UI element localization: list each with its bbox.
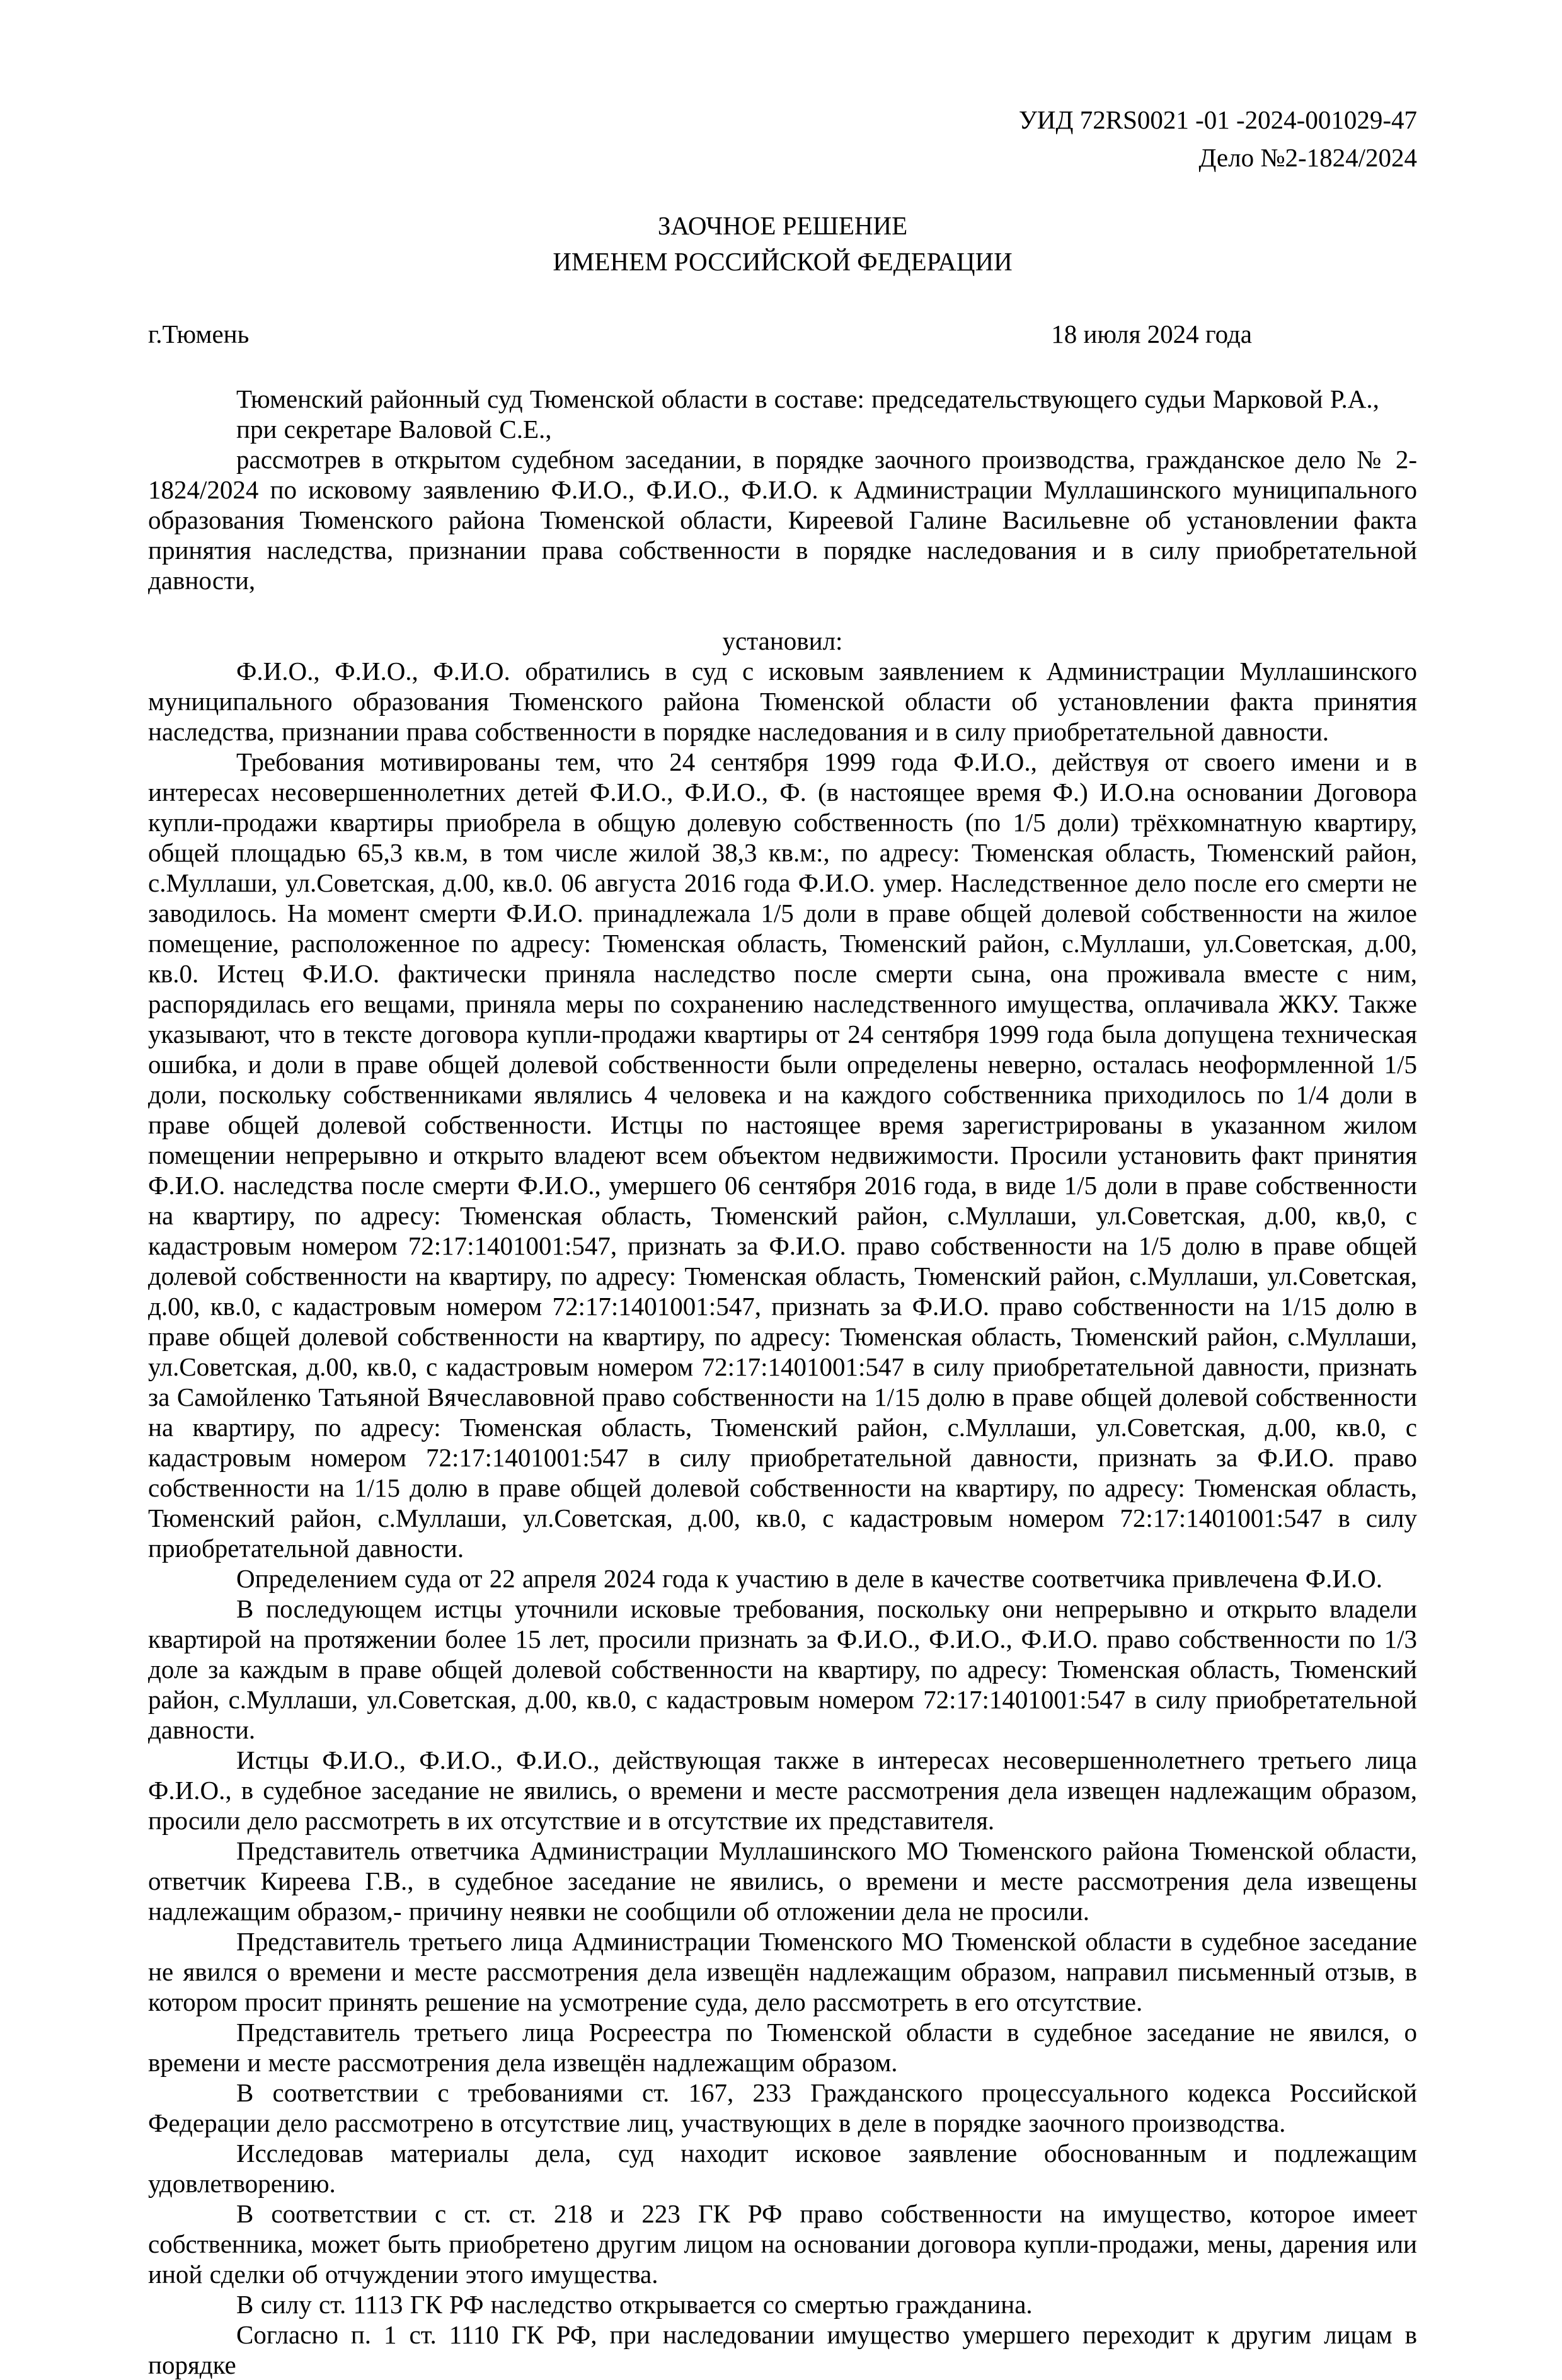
title-line-decision: ЗАОЧНОЕ РЕШЕНИЕ xyxy=(657,211,908,240)
dateline xyxy=(148,319,1417,349)
body-paragraph-articles-218-223: В соответствии с ст. ст. 218 и 223 ГК РФ право собственности на имущество, которое имеет собственника, может быть приобретено другим лицом на основании договора купли-продажи, мены, дарения или иной сделки об отчуждении этого имущества. xyxy=(148,2199,1417,2289)
body-paragraph-plaintiffs-absence: Истцы Ф.И.О., Ф.И.О., Ф.И.О., действующая также в интересах несовершеннолетнего третьего лица Ф.И.О., в судебное заседание не явились, о времени и месте рассмотрения дела извещен надлежащим образом, просили дело рассмотреть в их отсутствие и в отсутствие их представителя. xyxy=(148,1745,1417,1835)
preamble-secretary: при секретаре Валовой С.Е., xyxy=(236,415,552,444)
body-paragraph-article-1110: Согласно п. 1 ст. 1110 ГК РФ, при наследовании имущество умершего переходит к другим лицам в порядке xyxy=(148,2320,1417,2379)
case-number: Дело №2-1824/2024 xyxy=(1198,143,1417,172)
body-paragraph-third-party-administration: Представитель третьего лица Администрации Тюменского МО Тюменской области в судебное заседание не явился о времени и месте рассмотрения дела извещён надлежащим образом, направил письменный отзыв, в котором просит принять решение на усмотрение суда, дело рассмотреть в его отсутствие. xyxy=(148,1927,1417,2016)
established-label: установил: xyxy=(722,626,843,655)
body-paragraph-court-finding: Исследовав материалы дела, суд находит исковое заявление обоснованным и подлежащим удовлетворению. xyxy=(148,2139,1417,2198)
decision-date: 18 июля 2024 года xyxy=(1051,319,1252,348)
case-uid: УИД 72RS0021 -01 -2024-001029-47 xyxy=(1018,105,1417,134)
body-paragraph-defendant-absence: Представитель ответчика Администрации Муллашинского МО Тюменского района Тюменской области, ответчик Киреева Г.В., в судебное заседание не явились, о времени и месте рассмотрения дела извещены надлежащим образом,- причину неявки не сообщили об отложении дела не просили. xyxy=(148,1836,1417,1926)
body-paragraph-third-party-rosreestr: Представитель третьего лица Росреестра по Тюменской области в судебное заседание не явился, о времени и месте рассмотрения дела извещён надлежащим образом. xyxy=(148,2018,1417,2077)
body-paragraph-articles-167-233: В соответствии с требованиями ст. 167, 233 Гражданского процессуального кодекса Российской Федерации дело рассмотрено в отсутствие лиц, участвующих в деле в порядке заочного производства. xyxy=(148,2078,1417,2137)
preamble-court-composition: Тюменский районный суд Тюменской области в составе: председательствующего судьи Марковой Р.А., xyxy=(236,384,1379,413)
document-title xyxy=(148,208,1417,280)
body-paragraph-article-1113: В силу ст. 1113 ГК РФ наследство открывается со смертью гражданина. xyxy=(236,2290,1033,2319)
body-paragraph-claim-filed: Ф.И.О., Ф.И.О., Ф.И.О. обратились в суд с исковым заявлением к Администрации Муллашинского муниципального образования Тюменского района Тюменской области об установлении факта принятия наследства, признании права собственности в порядке наследования и в силу приобретательной давности. xyxy=(148,657,1417,746)
body-paragraph-claim-grounds: Требования мотивированы тем, что 24 сентября 1999 года Ф.И.О., действуя от своего имени и в интересах несовершеннолетних детей Ф.И.О., Ф.И.О., Ф. (в настоящее время Ф.) И.О.на основании Договора купли-продажи квартиры приобрела в общую долевую собственность (по 1/5 доли) трёхкомнатную квартиру, общей площадью 65,3 кв.м, в том числе жилой 38,3 кв.м:, по адресу: Тюменская область, Тюменский район, с.Муллаши, ул.Советская, д.00, кв.0. 06 августа 2016 года Ф.И.О. умер. Наследственное дело после его смерти не заводилось. На момент смерти Ф.И.О. принадлежала 1/5 доли в праве общей долевой собственности на жилое помещение, расположенное по адресу: Тюменская область, Тюменский район, с.Муллаши, ул.Советская, д.00, кв.0. Истец Ф.И.О. фактически приняла наследство после смерти сына, она проживала вместе с ним, распорядилась его вещами, приняла меры по сохранению наследственного имущества, оплачивала ЖКУ. Также указывают, что в тексте договора купли-продажи квартиры от 24 сентября 1999 года была допущена техническая ошибка, и доли в праве общей долевой собственности были определены неверно, осталась неоформленной 1/5 доли, поскольку собственниками являлись 4 человека и на каждого собственника приходилось по 1/4 доли в праве общей долевой собственности. Истцы по настоящее время зарегистрированы в указанном жилом помещении непрерывно и открыто владеют всем объектом недвижимости. Просили установить факт принятия Ф.И.О. наследства после смерти Ф.И.О., умершего 06 сентября 2016 года, в виде 1/5 доли в праве собственности на квартиру, по адресу: Тюменская область, Тюменский район, с.Муллаши, ул.Советская, д.00, кв,0, с кадастровым номером 72:17:1401001:547, признать за Ф.И.О. право собственности на 1/5 долю в праве общей долевой собственности на квартиру, по адресу: Тюменская область, Тюменский район, с.Муллаши, ул.Советская, д.00, кв.0, с кадастровым номером 72:17:1401001:547, признать за Ф.И.О. право собственности на 1/15 долю в праве общей долевой собственности на квартиру, по адресу: Тюменская область, Тюменский район, с.Муллаши, ул.Советская, д.00, кв.0, с кадастровым номером 72:17:1401001:547 в силу приобретательной давности, признать за Самойленко Татьяной Вячеславовной право собственности на 1/15 долю в праве общей долевой собственности на квартиру, по адресу: Тюменская область, Тюменский район, с.Муллаши, ул.Советская, д.00, кв.0, с кадастровым номером 72:17:1401001:547 в силу приобретательной давности, признать за Ф.И.О. право собственности на 1/15 долю в праве общей долевой собственности на квартиру, по адресу: Тюменская область, Тюменский район, с.Муллаши, ул.Советская, д.00, кв.0, с кадастровым номером 72:17:1401001:547 в силу приобретательной давности. xyxy=(148,747,1417,1563)
case-header xyxy=(148,101,1417,176)
document-body xyxy=(148,384,1417,2380)
body-paragraph-codefendant-ruling: Определением суда от 22 апреля 2024 года к участию в деле в качестве соответчика привлечена Ф.И.О. xyxy=(236,1564,1382,1593)
preamble-case-description: рассмотрев в открытом судебном заседании, в порядке заочного производства, гражданское дело № 2-1824/2024 по исковому заявлению Ф.И.О., Ф.И.О., Ф.И.О. к Администрации Муллашинского муниципального образования Тюменского района Тюменской области, Киреевой Галине Васильевне об установлении факта принятия наследства, признании права собственности в порядке наследования и в силу приобретательной давности, xyxy=(148,445,1417,595)
body-paragraph-updated-claims: В последующем истцы уточнили исковые требования, поскольку они непрерывно и открыто владели квартирой на протяжении более 15 лет, просили признать за Ф.И.О., Ф.И.О., Ф.И.О. право собственности по 1/3 доле за каждым в праве общей долевой собственности на квартиру, по адресу: Тюменская область, Тюменский район, с.Муллаши, ул.Советская, д.00, кв.0, с кадастровым номером 72:17:1401001:547 в силу приобретательной давности. xyxy=(148,1594,1417,1744)
title-line-federation: ИМЕНЕМ РОССИЙСКОЙ ФЕДЕРАЦИИ xyxy=(553,247,1013,276)
city-label: г.Тюмень xyxy=(148,319,250,348)
